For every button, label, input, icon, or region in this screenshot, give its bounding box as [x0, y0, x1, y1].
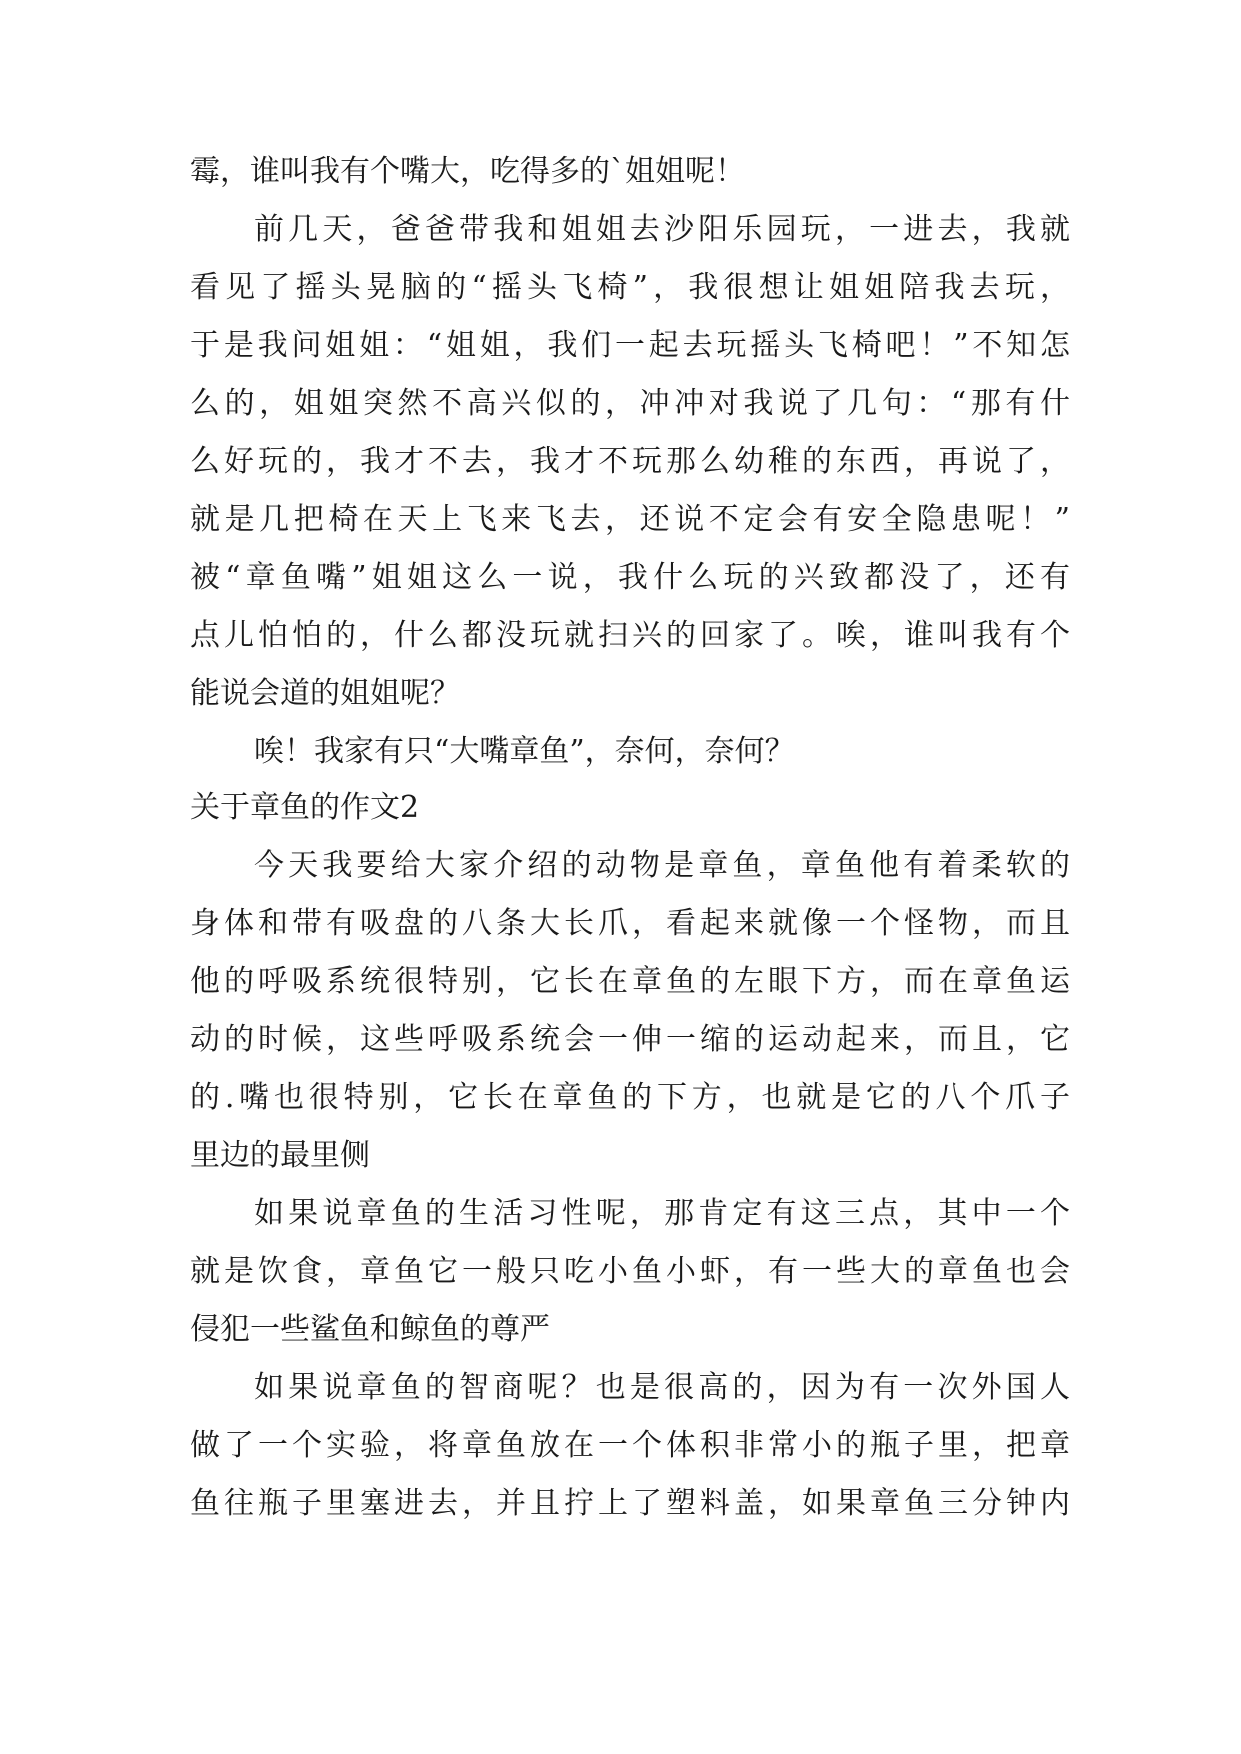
text-line: 里边的最里侧 [190, 1138, 370, 1173]
text-line: 么的，姐姐突然不高兴似的，冲冲对我说了几句：“那有什 [190, 386, 1070, 421]
text-line: 么好玩的，我才不去，我才不玩那么幼稚的东西，再说了， [190, 444, 1070, 479]
text-line: 鱼往瓶子里塞进去，并且拧上了塑料盖，如果章鱼三分钟内 [190, 1486, 1070, 1521]
paragraph-start-line: 今天我要给大家介绍的动物是章鱼，章鱼他有着柔软的 [254, 848, 1070, 883]
text-line: 看见了摇头晃脑的“摇头飞椅”，我很想让姐姐陪我去玩， [190, 270, 1070, 305]
paragraph-start-line: 如果说章鱼的智商呢？也是很高的，因为有一次外国人 [254, 1370, 1070, 1405]
paragraph-start-line: 前几天，爸爸带我和姐姐去沙阳乐园玩，一进去，我就 [254, 212, 1070, 247]
section-heading: 关于章鱼的作文2 [190, 790, 420, 825]
text-line: 就是几把椅在天上飞来飞去，还说不定会有安全隐患呢！” [190, 502, 1070, 537]
text-line: 侵犯一些鲨鱼和鲸鱼的尊严 [190, 1312, 550, 1347]
paragraph-start-line: 唉！我家有只“大嘴章鱼”，奈何，奈何？ [254, 734, 795, 769]
text-line: 就是饮食，章鱼它一般只吃小鱼小虾，有一些大的章鱼也会 [190, 1254, 1070, 1289]
text-line: 身体和带有吸盘的八条大长爪，看起来就像一个怪物，而且 [190, 906, 1070, 941]
text-line: 被“章鱼嘴”姐姐这么一说，我什么玩的兴致都没了，还有 [190, 560, 1070, 595]
text-line: 动的时候，这些呼吸系统会一伸一缩的运动起来，而且，它 [190, 1022, 1070, 1057]
text-line: 霉，谁叫我有个嘴大，吃得多的`姐姐呢！ [190, 154, 745, 189]
text-line: 能说会道的姐姐呢？ [190, 676, 460, 711]
text-line: 的.嘴也很特别，它长在章鱼的下方，也就是它的八个爪子 [190, 1080, 1070, 1115]
text-line: 于是我问姐姐：“姐姐，我们一起去玩摇头飞椅吧！”不知怎 [190, 328, 1070, 363]
paragraph-start-line: 如果说章鱼的生活习性呢，那肯定有这三点，其中一个 [254, 1196, 1070, 1231]
text-line: 点儿怕怕的，什么都没玩就扫兴的回家了。唉，谁叫我有个 [190, 618, 1070, 653]
text-line: 做了一个实验，将章鱼放在一个体积非常小的瓶子里，把章 [190, 1428, 1070, 1463]
text-line: 他的呼吸系统很特别，它长在章鱼的左眼下方，而在章鱼运 [190, 964, 1070, 999]
